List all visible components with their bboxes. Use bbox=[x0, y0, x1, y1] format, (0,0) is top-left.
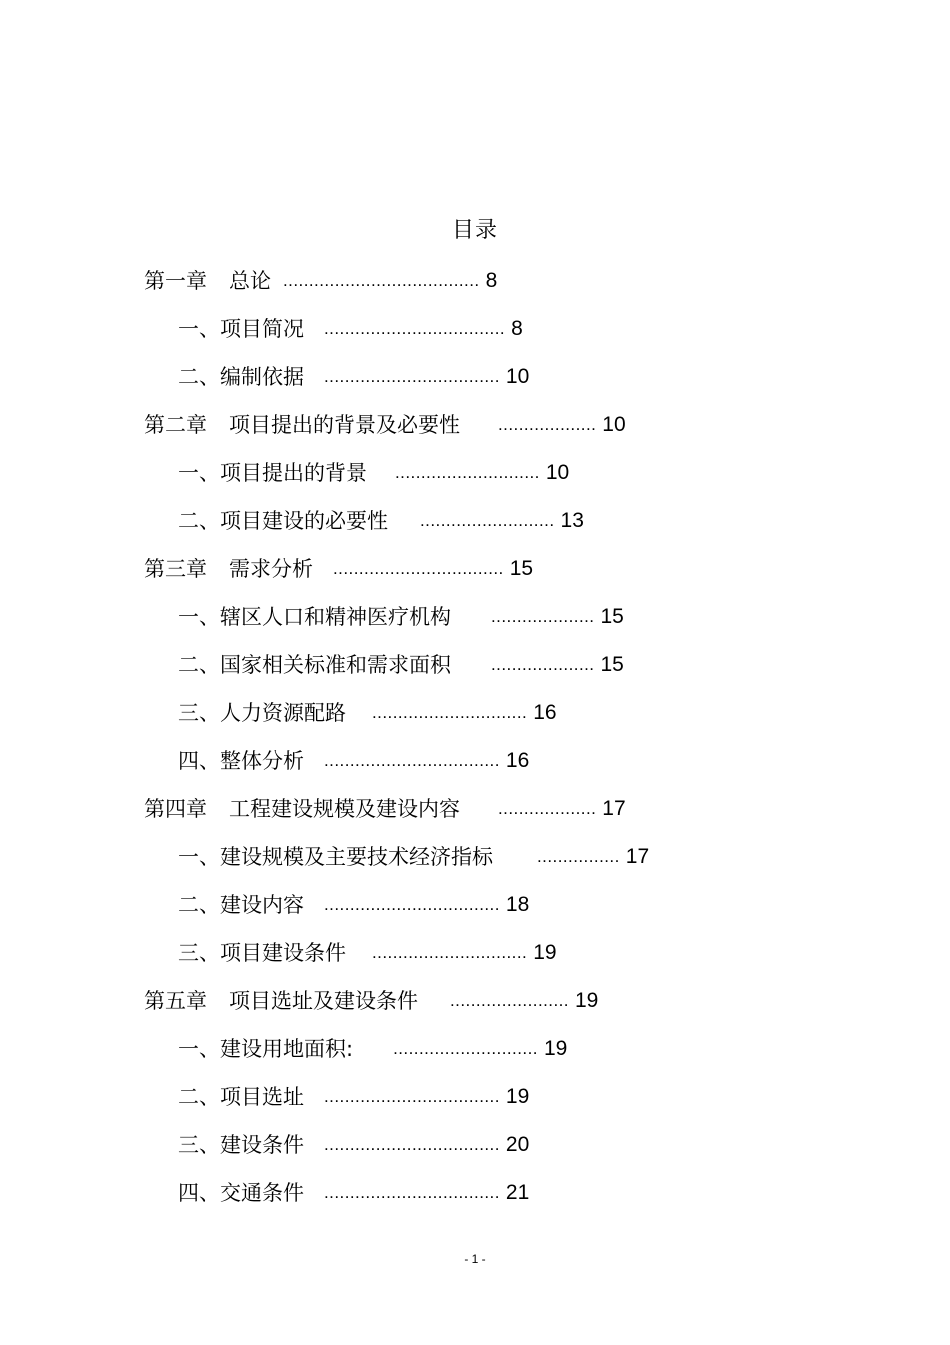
toc-entry-page: 16 bbox=[505, 749, 530, 772]
toc-entry-page: 19 bbox=[543, 1037, 568, 1060]
toc-entry-title: 工程建设规模及建设内容 bbox=[229, 797, 460, 821]
toc-entry-page: 8 bbox=[511, 317, 523, 340]
toc-entry-leader: ................ bbox=[537, 847, 620, 866]
toc-entry-label: 一、 bbox=[178, 845, 220, 869]
toc-entry-leader: .................... bbox=[491, 655, 595, 674]
toc-entry-section[interactable] bbox=[178, 1177, 529, 1209]
toc-entry-title: 项目选址及建设条件 bbox=[229, 989, 418, 1013]
toc-entry-leader: ................... bbox=[498, 799, 597, 818]
toc-entry-section[interactable] bbox=[178, 745, 529, 777]
toc-entry-leader: ...................................... bbox=[283, 271, 480, 290]
toc-entry-chapter-3[interactable] bbox=[144, 553, 533, 585]
toc-entry-page: 8 bbox=[485, 269, 498, 292]
toc-entry-label: 第五章 bbox=[144, 989, 207, 1013]
toc-entry-title: 辖区人口和精神医疗机构 bbox=[220, 605, 451, 629]
toc-entry-section[interactable] bbox=[178, 505, 584, 537]
toc-entry-title: 国家相关标准和需求面积 bbox=[220, 653, 451, 677]
toc-entry-leader: .................................. bbox=[324, 1087, 500, 1106]
toc-entry-section[interactable] bbox=[178, 457, 569, 489]
toc-entry-section[interactable] bbox=[178, 841, 649, 873]
toc-entry-label: 四、 bbox=[178, 1181, 220, 1205]
toc-entry-label: 第二章 bbox=[144, 413, 207, 437]
toc-entry-leader: .......................... bbox=[420, 511, 555, 530]
toc-entry-page: 17 bbox=[625, 845, 650, 868]
toc-entry-page: 21 bbox=[505, 1181, 530, 1204]
toc-entry-label: 一、 bbox=[178, 317, 220, 341]
toc-entry-leader: .................................. bbox=[324, 895, 500, 914]
toc-entry-section[interactable] bbox=[178, 361, 529, 393]
toc-entry-label: 四、 bbox=[178, 749, 220, 773]
toc-entry-page: 19 bbox=[533, 941, 557, 964]
toc-entry-leader: ............................ bbox=[393, 1039, 538, 1058]
page-number-footer: - 1 - bbox=[464, 1252, 486, 1266]
toc-entry-label: 二、 bbox=[178, 653, 220, 677]
toc-entry-title: 项目提出的背景及必要性 bbox=[229, 413, 460, 437]
toc-entry-page: 20 bbox=[505, 1133, 530, 1156]
toc-entry-section[interactable] bbox=[178, 937, 557, 969]
toc-entry-label: 一、 bbox=[178, 461, 220, 485]
toc-entry-leader: .............................. bbox=[372, 703, 528, 722]
toc-title: 目录 bbox=[451, 218, 498, 243]
toc-entry-label: 第四章 bbox=[144, 797, 207, 821]
toc-entry-title: 项目建设条件 bbox=[220, 941, 346, 965]
toc-entry-leader: .................................. bbox=[324, 367, 500, 386]
toc-entry-title: 项目提出的背景 bbox=[220, 461, 367, 485]
toc-entry-page: 10 bbox=[505, 365, 530, 388]
toc-entry-section[interactable] bbox=[178, 1129, 529, 1161]
toc-entry-label: 二、 bbox=[178, 365, 220, 389]
toc-entry-label: 一、 bbox=[178, 605, 220, 629]
toc-entry-section[interactable] bbox=[178, 601, 624, 633]
toc-entry-label: 二、 bbox=[178, 509, 220, 533]
toc-entry-label: 一、 bbox=[178, 1037, 220, 1061]
toc-entry-leader: ................................. bbox=[333, 559, 504, 578]
toc-entry-title: 总论 bbox=[229, 269, 271, 293]
toc-entry-label: 二、 bbox=[178, 893, 220, 917]
toc-entry-leader: ............................ bbox=[395, 463, 540, 482]
toc-entry-section[interactable] bbox=[178, 697, 557, 729]
toc-entry-page: 19 bbox=[574, 989, 599, 1012]
toc-entry-title: 项目选址 bbox=[220, 1085, 304, 1109]
toc-entry-page: 10 bbox=[602, 413, 626, 436]
toc-entry-title: 需求分析 bbox=[229, 557, 313, 581]
toc-entry-leader: .................................. bbox=[324, 751, 500, 770]
toc-entry-label: 二、 bbox=[178, 1085, 220, 1109]
toc-entry-leader: .................................. bbox=[324, 1135, 500, 1154]
toc-entry-label: 三、 bbox=[178, 941, 220, 965]
toc-entry-label: 第三章 bbox=[144, 557, 207, 581]
toc-entry-section[interactable] bbox=[178, 889, 529, 921]
toc-entry-chapter-4[interactable] bbox=[144, 793, 626, 825]
toc-entry-leader: .............................. bbox=[372, 943, 528, 962]
toc-entry-title: 建设规模及主要技术经济指标 bbox=[220, 845, 493, 869]
toc-entry-page: 10 bbox=[545, 461, 570, 484]
toc-entry-title: 建设用地面积: bbox=[220, 1037, 354, 1061]
toc-entry-chapter-5[interactable] bbox=[144, 985, 598, 1017]
toc-entry-title: 交通条件 bbox=[220, 1181, 304, 1205]
toc-entry-title: 项目建设的必要性 bbox=[220, 509, 388, 533]
toc-entry-page: 19 bbox=[505, 1085, 530, 1108]
toc-entry-leader: ................................... bbox=[324, 319, 506, 338]
toc-entry-page: 17 bbox=[602, 797, 626, 820]
toc-entry-page: 15 bbox=[600, 605, 624, 628]
toc-entry-title: 整体分析 bbox=[220, 749, 304, 773]
toc-entry-label: 三、 bbox=[178, 1133, 220, 1157]
toc-entry-section[interactable] bbox=[178, 313, 523, 345]
toc-entry-label: 第一章 bbox=[144, 269, 207, 293]
toc-entry-page: 18 bbox=[505, 893, 530, 916]
toc-entry-title: 人力资源配路 bbox=[220, 701, 346, 725]
toc-entry-page: 16 bbox=[533, 701, 557, 724]
toc-entry-title: 建设内容 bbox=[220, 893, 304, 917]
toc-entry-page: 13 bbox=[560, 509, 584, 532]
toc-entry-chapter-2[interactable] bbox=[144, 409, 626, 441]
toc-entry-leader: .................... bbox=[491, 607, 595, 626]
toc-entry-page: 15 bbox=[509, 557, 534, 580]
toc-entry-chapter-1[interactable] bbox=[144, 265, 497, 297]
toc-entry-leader: ................... bbox=[498, 415, 597, 434]
toc-entry-section[interactable] bbox=[178, 1033, 567, 1065]
toc-entry-page: 15 bbox=[600, 653, 624, 676]
toc-entry-leader: .................................. bbox=[324, 1183, 500, 1202]
toc-entry-section[interactable] bbox=[178, 1081, 529, 1113]
toc-entry-label: 三、 bbox=[178, 701, 220, 725]
toc-entry-title: 项目简况 bbox=[220, 317, 304, 341]
toc-entry-section[interactable] bbox=[178, 649, 624, 681]
toc-entry-title: 建设条件 bbox=[220, 1133, 304, 1157]
toc-entry-leader: ....................... bbox=[450, 991, 569, 1010]
toc-entry-title: 编制依据 bbox=[220, 365, 304, 389]
